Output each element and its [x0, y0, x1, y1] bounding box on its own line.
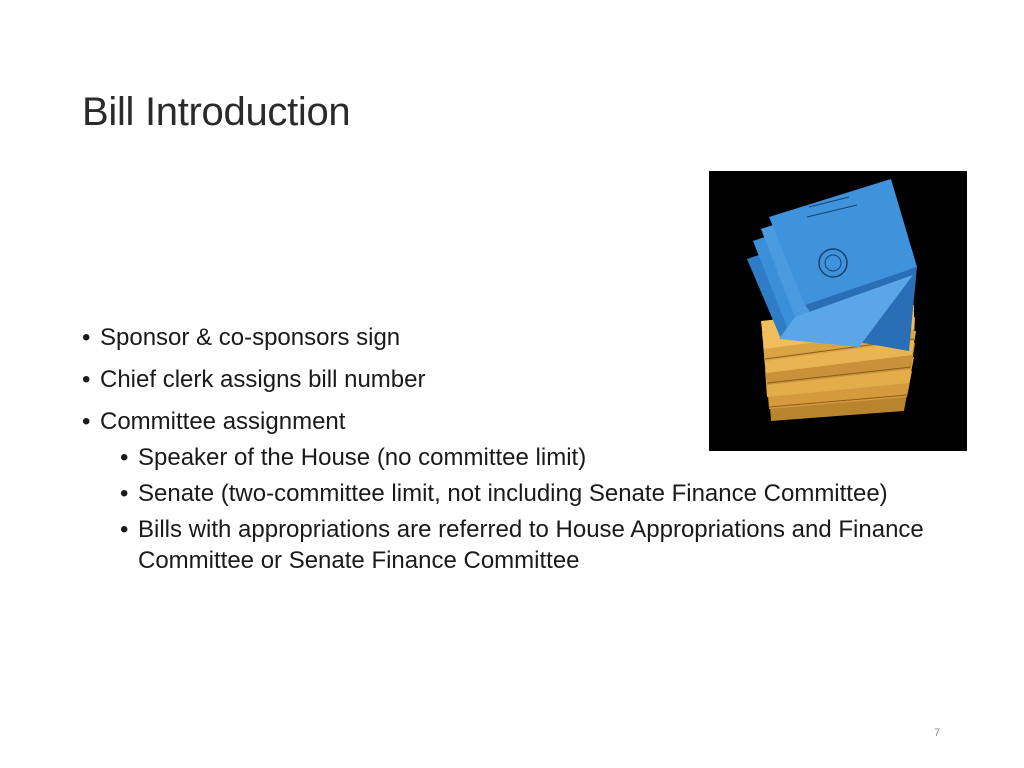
slide-title: Bill Introduction [82, 90, 351, 134]
bullet-item: • Sponsor & co-sponsors sign [82, 322, 932, 353]
page-number: 7 [934, 727, 941, 739]
sub-bullet-item: • Senate (two-committee limit, not including Senate Finance Committee) [120, 478, 932, 509]
bullet-list [82, 322, 932, 576]
sub-bullet-item: • Speaker of the House (no committee limit) [120, 442, 932, 473]
bullet-item: • Chief clerk assigns bill number [82, 364, 932, 395]
bullet-item: • Committee assignment [82, 406, 932, 437]
sub-bullet-item: • Bills with appropriations are referred to House Appropriations and Finance Committee or Senate Finance Committee [120, 514, 932, 576]
